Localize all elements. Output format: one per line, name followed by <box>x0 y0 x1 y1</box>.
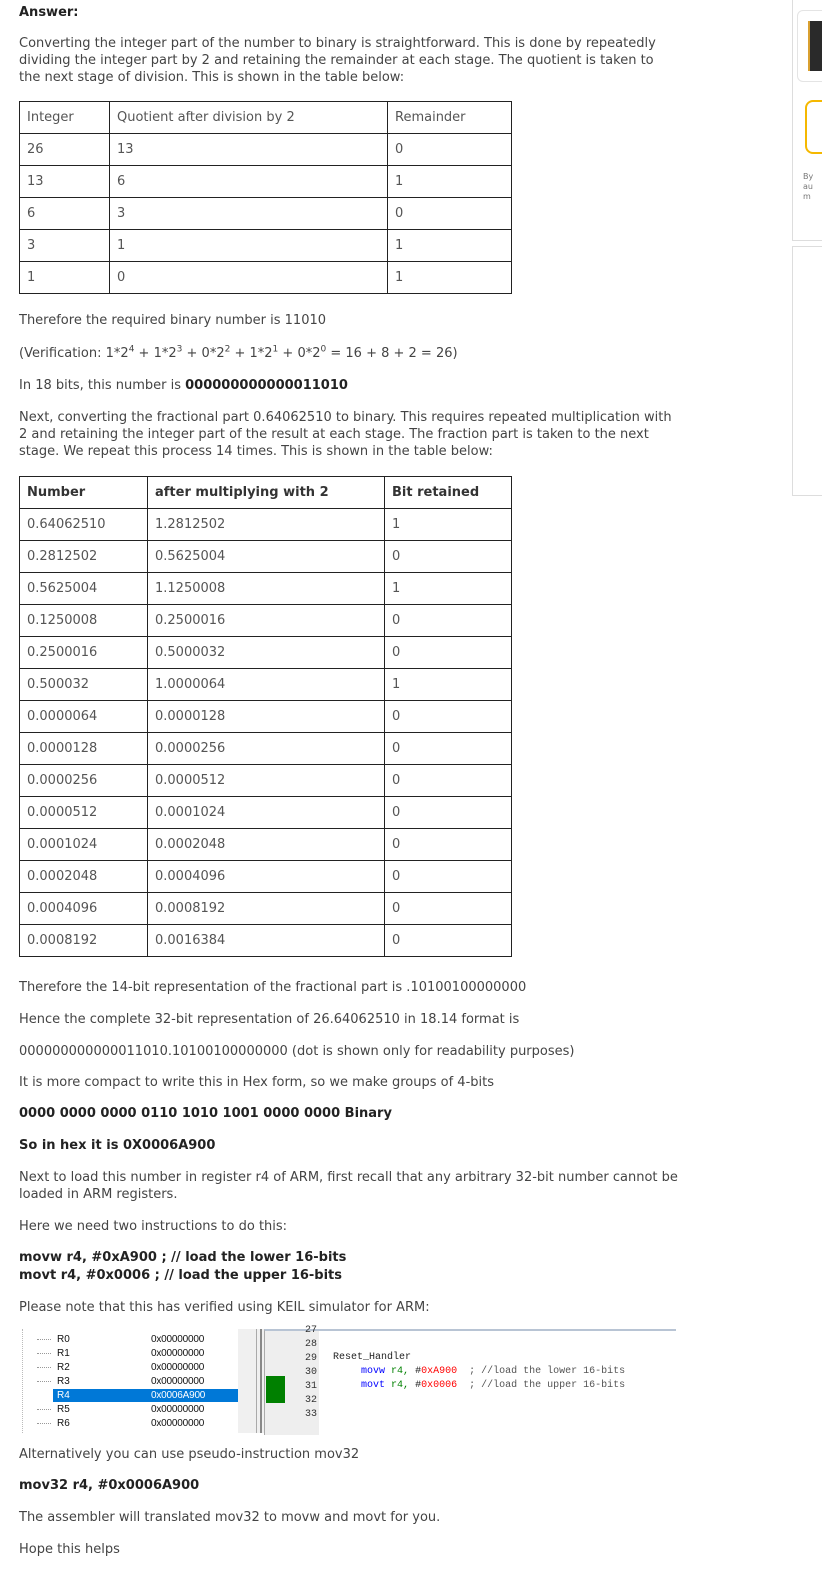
hex-intro: It is more compact to write this in Hex form, so we make groups of 4-bits <box>19 1075 494 1090</box>
binary-groups: 0000 0000 0000 0110 1010 1001 0000 0000 Binary <box>19 1106 392 1121</box>
table-row <box>20 509 512 541</box>
sidebar-thumbnail-image <box>808 21 822 71</box>
table-cell: 0.2812502 <box>20 541 148 573</box>
table-cell: 0.0000256 <box>20 765 148 797</box>
term-coef: 0*2 <box>297 346 321 361</box>
hex-result: So in hex it is 0X0006A900 <box>19 1138 216 1153</box>
table-row <box>20 861 512 893</box>
tree-connector <box>37 1423 51 1424</box>
fraction-intro: Next, converting the fractional part 0.64062510 to binary. This requires repeated multiplication with 2 and retaining the integer part of the result at each stage. The fraction part is taken to the next stage. We repeat this process 14 times. This is shown in the table below: <box>19 410 672 459</box>
table-row <box>20 262 512 294</box>
table-cell: 0 <box>388 198 512 230</box>
table-cell: 0.5625004 <box>20 573 148 605</box>
register-name: R0 <box>57 1334 70 1345</box>
line-number: 29 <box>304 1353 317 1364</box>
register-value: 0x00000000 <box>151 1334 205 1345</box>
table-cell: 0.0000512 <box>148 765 385 797</box>
two-instructions-note: Here we need two instructions to do this: <box>19 1219 288 1234</box>
table-cell: 1 <box>20 262 110 294</box>
line-number: 33 <box>304 1409 317 1420</box>
sidebar-text-line: au <box>803 182 813 191</box>
table-cell: 0 <box>388 134 512 166</box>
pane-splitter[interactable] <box>238 1329 264 1433</box>
table-row <box>20 733 512 765</box>
table-cell: 0 <box>385 605 512 637</box>
register-value: 0x00000000 <box>151 1362 205 1373</box>
table-cell: 0.0000128 <box>20 733 148 765</box>
table-cell: 0.0004096 <box>20 893 148 925</box>
alternative-intro: Alternatively you can use pseudo-instruction mov32 <box>19 1447 360 1462</box>
splitter-bar <box>256 1329 257 1433</box>
sidebar-card-secondary <box>792 246 822 496</box>
code-immediate: 0x0006 <box>421 1380 458 1391</box>
binary-result: Therefore the required binary number is 11010 <box>19 313 327 328</box>
register-name: R5 <box>57 1404 70 1415</box>
tree-connector <box>37 1381 51 1382</box>
table-row <box>20 925 512 957</box>
sidebar-text-line: m <box>803 192 811 201</box>
code-comment: ; //load the upper 16-bits <box>469 1380 626 1391</box>
code-register: r4, <box>391 1380 410 1391</box>
table-cell: 6 <box>110 166 388 198</box>
verification-prefix: (Verification: <box>19 346 106 361</box>
code-comment: ; //load the lower 16-bits <box>469 1366 626 1377</box>
answer-label: Answer: <box>19 5 79 20</box>
register-value: 0x00000000 <box>151 1348 205 1359</box>
term-coef: 0*2 <box>201 346 225 361</box>
register-row-r1[interactable] <box>37 1347 239 1360</box>
table-cell: 0.500032 <box>20 669 148 701</box>
table-cell: 0 <box>385 701 512 733</box>
line-number: 32 <box>304 1395 317 1406</box>
line-number: 31 <box>304 1381 317 1392</box>
tree-connector <box>37 1339 51 1340</box>
load-intro: Next to load this number in register r4 of ARM, first recall that any arbitrary 32-bit number cannot be loaded in ARM registers. <box>19 1170 678 1202</box>
keil-note: Please note that this has verified using KEIL simulator for ARM: <box>19 1300 430 1315</box>
register-value: 0x00000000 <box>151 1376 205 1387</box>
term-coef: 1*2 <box>249 346 273 361</box>
table-cell: 1 <box>385 669 512 701</box>
table-header-row <box>20 102 512 134</box>
table-row <box>20 893 512 925</box>
table-row <box>20 230 512 262</box>
table-header: Quotient after division by 2 <box>110 102 388 134</box>
closing-text: Hope this helps <box>19 1542 120 1557</box>
table-cell: 0 <box>385 765 512 797</box>
table-header: Number <box>20 477 148 509</box>
register-row-r0[interactable] <box>37 1333 239 1346</box>
table-cell: 0.0008192 <box>148 893 385 925</box>
tree-connector <box>37 1353 51 1354</box>
sidebar-text-line: By <box>803 172 814 181</box>
table-cell: 3 <box>110 198 388 230</box>
table-row <box>20 797 512 829</box>
code-hash: # <box>415 1380 422 1391</box>
table-cell: 1.0000064 <box>148 669 385 701</box>
register-row-r3[interactable] <box>37 1375 239 1388</box>
table-cell: 0 <box>385 637 512 669</box>
table-row <box>20 605 512 637</box>
table-cell: 13 <box>20 166 110 198</box>
table-cell: 0.5000032 <box>148 637 385 669</box>
table-cell: 0 <box>385 829 512 861</box>
table-cell: 0.0000128 <box>148 701 385 733</box>
table-cell: 0 <box>385 541 512 573</box>
table-cell: 0 <box>385 733 512 765</box>
table-cell: 0.0001024 <box>20 829 148 861</box>
table-cell: 0 <box>385 893 512 925</box>
bits18-prefix: In 18 bits, this number is <box>19 378 186 393</box>
code-immediate: 0xA900 <box>421 1366 458 1377</box>
table-cell: 1 <box>388 230 512 262</box>
sidebar-action-button[interactable] <box>805 100 822 154</box>
table-cell: 6 <box>20 198 110 230</box>
table-row <box>20 166 512 198</box>
line-number: 27 <box>304 1325 317 1336</box>
line-number: 30 <box>304 1367 317 1378</box>
register-name: R4 <box>57 1390 70 1401</box>
table-cell: 1 <box>110 230 388 262</box>
table-cell: 1.1250008 <box>148 573 385 605</box>
table-row <box>20 829 512 861</box>
register-value: 0x0006A900 <box>151 1390 206 1401</box>
table-header: after multiplying with 2 <box>148 477 385 509</box>
code-label: Reset_Handler <box>333 1352 412 1363</box>
term-exp: 0 <box>320 344 327 355</box>
table-cell: 0.0002048 <box>20 861 148 893</box>
fraction-table-body <box>20 509 512 957</box>
splitter-bar <box>260 1329 262 1433</box>
table-cell: 0.0016384 <box>148 925 385 957</box>
sidebar-text <box>803 172 822 202</box>
table-cell: 1 <box>385 573 512 605</box>
keil-simulator-screenshot <box>19 1325 675 1433</box>
table-cell: 0.0004096 <box>148 861 385 893</box>
table-cell: 0.64062510 <box>20 509 148 541</box>
complete-bits-line: 000000000000011010.10100100000000 (dot is shown only for readability purposes) <box>19 1044 575 1059</box>
table-header-row <box>20 477 512 509</box>
table-cell: 1 <box>388 166 512 198</box>
table-cell: 0.0000256 <box>148 733 385 765</box>
term-coef: 1*2 <box>105 346 129 361</box>
code-register: r4, <box>391 1366 410 1377</box>
mov32-instruction: mov32 r4, #0x0006A900 <box>19 1478 200 1493</box>
assembler-note: The assembler will translated mov32 to movw and movt for you. <box>19 1510 441 1525</box>
table-row <box>20 637 512 669</box>
table-cell: 0.1250008 <box>20 605 148 637</box>
table-cell: 0 <box>385 925 512 957</box>
code-opcode: movt <box>361 1380 386 1391</box>
table-row <box>20 541 512 573</box>
table-cell: 0.0008192 <box>20 925 148 957</box>
table-cell: 0 <box>385 797 512 829</box>
table-row <box>20 765 512 797</box>
line-number: 28 <box>304 1339 317 1350</box>
code-editor <box>264 1325 676 1435</box>
register-name: R6 <box>57 1418 70 1429</box>
table-cell: 0.5625004 <box>148 541 385 573</box>
term-exp: 4 <box>128 344 135 355</box>
term-exp: 3 <box>176 344 183 355</box>
code-line-movt <box>361 1380 625 1391</box>
table-cell: 0.0000512 <box>20 797 148 829</box>
table-row <box>20 573 512 605</box>
instruction-movw: movw r4, #0xA900 ; // load the lower 16-bits <box>19 1250 347 1265</box>
register-name: R1 <box>57 1348 70 1359</box>
term-coef: 1*2 <box>153 346 177 361</box>
term-exp: 1 <box>272 344 279 355</box>
register-row-r4[interactable] <box>53 1389 239 1402</box>
table-header: Remainder <box>388 102 512 134</box>
table-cell: 1 <box>385 509 512 541</box>
table-cell: 26 <box>20 134 110 166</box>
table-cell: 1 <box>388 262 512 294</box>
table-header: Integer <box>20 102 110 134</box>
register-row-r6[interactable] <box>37 1417 239 1430</box>
intro-paragraph: Converting the integer part of the number to binary is straightforward. This is done by repeatedly dividing the integer part by 2 and retaining the remainder at each stage. The quotient is taken to the next stage of division. This is shown in the table below: <box>19 36 656 85</box>
table-cell: 0.0001024 <box>148 797 385 829</box>
bits18-line <box>19 377 679 394</box>
table-row <box>20 198 512 230</box>
table-row <box>20 669 512 701</box>
register-value: 0x00000000 <box>151 1404 205 1415</box>
table-cell: 3 <box>20 230 110 262</box>
table-cell: 1.2812502 <box>148 509 385 541</box>
register-row-r5[interactable] <box>37 1403 239 1416</box>
table-cell: 0 <box>385 861 512 893</box>
table-cell: 0.0002048 <box>148 829 385 861</box>
frac14-line: Therefore the 14-bit representation of the fractional part is .10100100000000 <box>19 980 527 995</box>
instruction-movt: movt r4, #0x0006 ; // load the upper 16-bits <box>19 1268 343 1283</box>
execution-marker <box>266 1376 285 1403</box>
register-name: R2 <box>57 1362 70 1373</box>
table-row <box>20 701 512 733</box>
fraction-multiplication-table <box>19 476 512 957</box>
complete32-line: Hence the complete 32-bit representation of 26.64062510 in 18.14 format is <box>19 1012 520 1027</box>
code-line-movw <box>361 1366 625 1377</box>
table-cell: 0.0000064 <box>20 701 148 733</box>
register-name: R3 <box>57 1376 70 1387</box>
register-tree-line <box>22 1329 23 1433</box>
table-cell: 0.2500016 <box>20 637 148 669</box>
register-row-r2[interactable] <box>37 1361 239 1374</box>
table-cell: 0 <box>110 262 388 294</box>
table-cell: 0.2500016 <box>148 605 385 637</box>
table-cell: 13 <box>110 134 388 166</box>
tree-connector <box>37 1367 51 1368</box>
code-opcode: movw <box>361 1366 386 1377</box>
verification-suffix: = 16 + 8 + 2 = 26) <box>326 346 458 361</box>
table-header: Bit retained <box>385 477 512 509</box>
bits18-value: 000000000000011010 <box>185 378 348 393</box>
term-exp: 2 <box>224 344 231 355</box>
integer-division-table <box>19 101 512 294</box>
verification: (Verification: $1*2^4 + 1*2^3 + 0*2^2 + 1*2^1 + 0*2^0 = 16 + 8 + 2 = 26$) <box>19 344 458 361</box>
register-value: 0x00000000 <box>151 1418 205 1429</box>
code-hash: # <box>415 1366 422 1377</box>
table-row <box>20 134 512 166</box>
tree-connector <box>37 1409 51 1410</box>
